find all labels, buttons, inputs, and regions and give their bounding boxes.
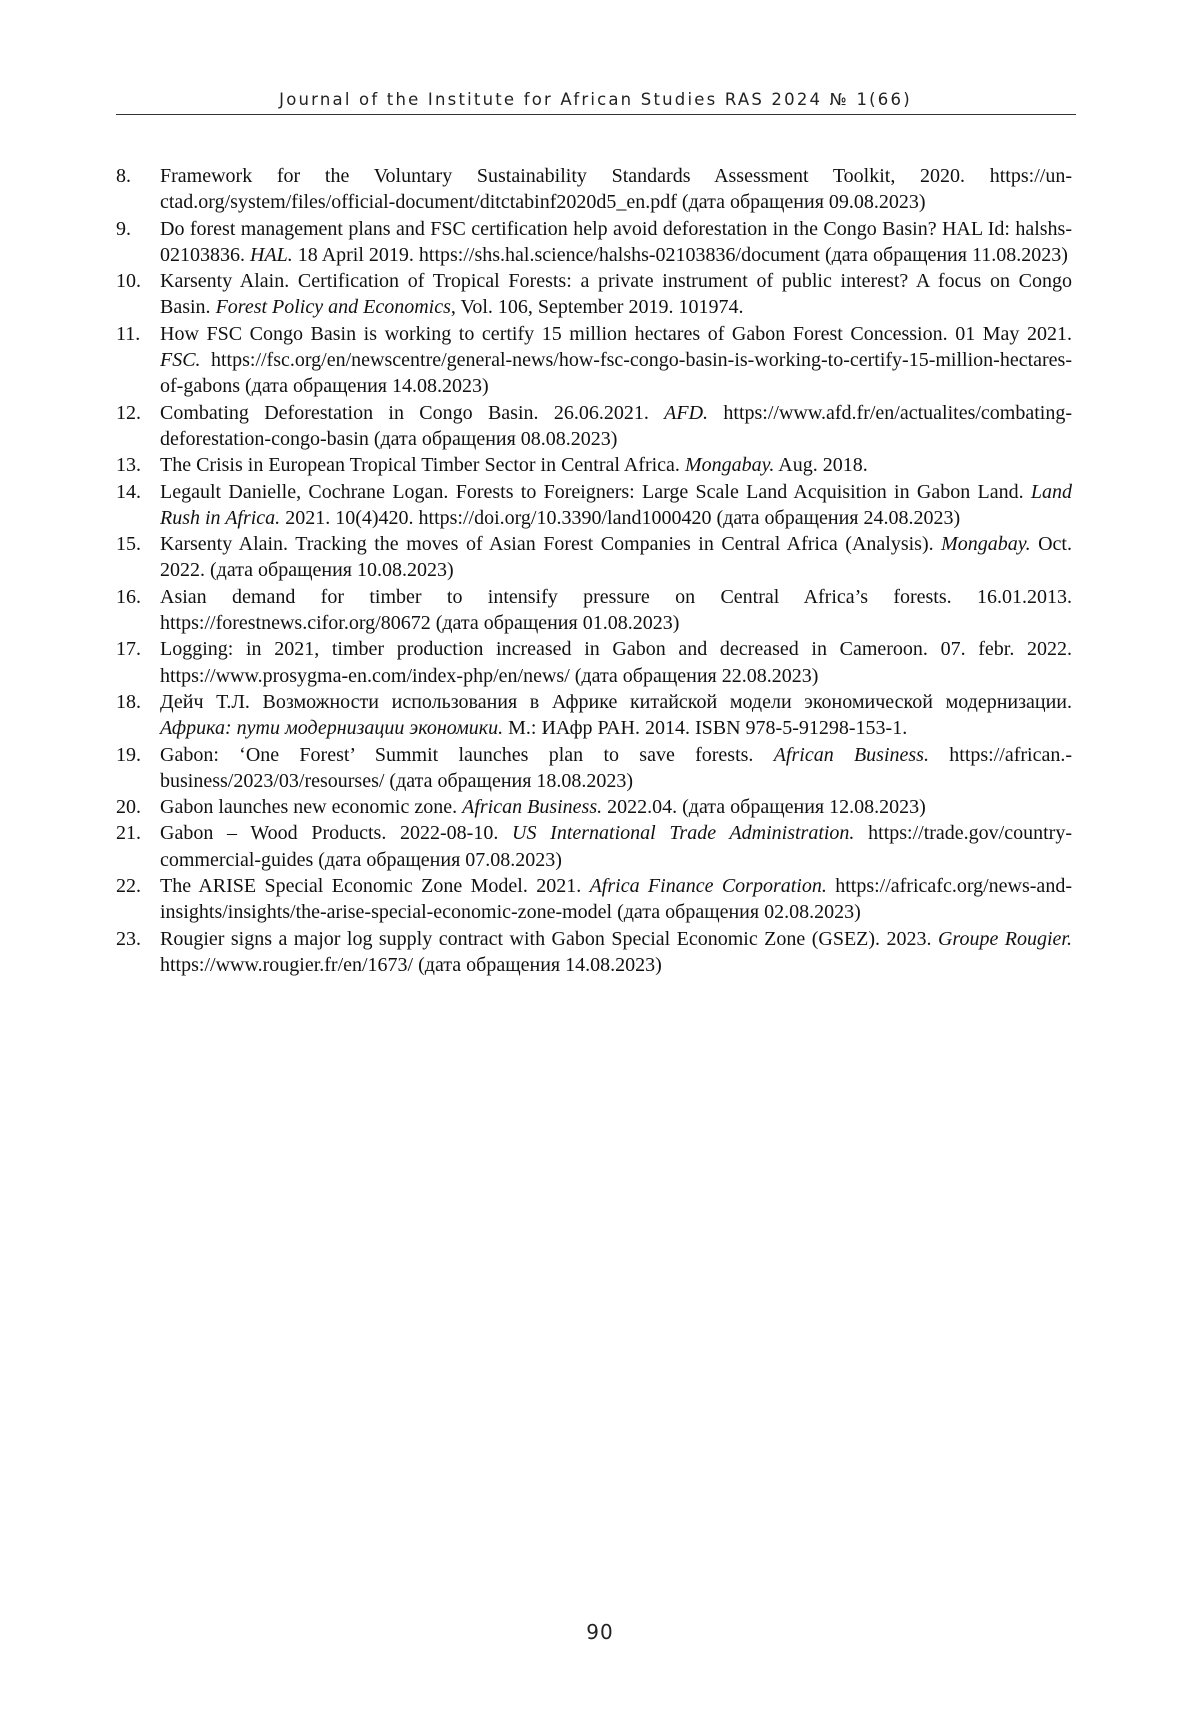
reference-source-title: Land Rush in Africa.: [160, 481, 1072, 529]
reference-source-title: Forest Policy and Economics: [216, 296, 451, 318]
reference-text-segment: Дейч Т.Л. Возможности использования в Африке китайской модели экономической модер­низации.: [160, 691, 1072, 713]
reference-text-segment: , Vol. 106, September 2019. 101974.: [451, 296, 744, 318]
reference-text: [160, 691, 1072, 739]
header-rule: [116, 114, 1076, 115]
reference-item: [116, 742, 1072, 795]
reference-text-segment: М.: ИАфр РАН. 2014. ISBN 978-5-91298-­153-1.: [503, 717, 907, 739]
reference-item: [116, 820, 1072, 873]
reference-text-segment: Gabon – Wood Products. 2022-08-10.: [160, 822, 512, 844]
reference-text-segment: Karsenty Alain. Tracking the moves of Asian Forest Companies in Central Africa (Analysis).: [160, 533, 941, 555]
reference-text: [160, 533, 1072, 581]
reference-text: [160, 218, 1072, 266]
reference-number: 23.: [116, 926, 156, 952]
reference-source-title: FSC.: [160, 349, 201, 371]
reference-number: 8.: [116, 163, 156, 189]
reference-text: [160, 586, 1072, 634]
reference-list: [116, 163, 1072, 978]
reference-item: [116, 400, 1072, 453]
reference-item: [116, 452, 1072, 478]
reference-number: 15.: [116, 531, 156, 557]
reference-text-segment: https://www.afd.fr/en/actuali­tes/combating-deforestation-congo-basin (дата обращения 08.08.2023): [160, 402, 1072, 450]
reference-text: [160, 744, 1072, 792]
reference-source-title: African Business.: [774, 744, 929, 766]
reference-text-segment: https://africafc.­org/news-and-insights/insights/the-arise-special-economic-zone-model (дата обращения 02.08.­2023): [160, 875, 1072, 923]
reference-text-segment: Do forest management plans and FSC certification help avoid deforestation in the Congo Basin? HAL Id: halshs-02103836.: [160, 218, 1072, 266]
reference-item: [116, 584, 1072, 637]
reference-number: 9.: [116, 216, 156, 242]
reference-text-segment: https://www.rougier.fr/en/1673/ (дата обращения 14.08.2023): [160, 954, 662, 976]
reference-item: [116, 689, 1072, 742]
page-number: 90: [0, 1618, 1200, 1646]
reference-text-segment: The Crisis in European Tropical Timber Sector in Central Africa.: [160, 454, 685, 476]
reference-text: [160, 928, 1072, 976]
reference-number: 20.: [116, 794, 156, 820]
reference-number: 12.: [116, 400, 156, 426]
reference-number: 16.: [116, 584, 156, 610]
reference-text-segment: Karsenty Alain. Certification of Tropical Forests: a private instrument of public interest? A focus on Congo Basin.: [160, 270, 1072, 318]
reference-text: [160, 402, 1072, 450]
reference-text-segment: https://african.­business/2023/03/resourses/ (дата обращения 18.08.2023): [160, 744, 1072, 792]
reference-source-title: Africa Finance Corporation.: [590, 875, 827, 897]
reference-item: [116, 268, 1072, 321]
reference-source-title: African Business.: [462, 796, 602, 818]
reference-text-segment: Gabon launches new economic zone.: [160, 796, 462, 818]
reference-item: [116, 163, 1072, 216]
reference-text: [160, 638, 1072, 686]
reference-item: [116, 873, 1072, 926]
reference-text: [160, 796, 926, 818]
reference-number: 11.: [116, 321, 156, 347]
reference-text-segment: Logging: in 2021, timber production increased in Gabon and decreased in Cameroon. 07. febr. 2022. https://www.prosygma-en.com/index-php/en/news/ (дата обращения 22.08.2023): [160, 638, 1072, 686]
reference-text: [160, 165, 1072, 213]
reference-text-segment: 18 April 2019. https://shs.hal.science/halshs-02103836/docu­ment (дата обращения 11.08.2023): [293, 244, 1068, 266]
reference-number: 13.: [116, 452, 156, 478]
reference-text-segment: Aug. 2018.: [774, 454, 867, 476]
reference-source-title: AFD.: [664, 402, 708, 424]
reference-number: 10.: [116, 268, 156, 294]
reference-text-segment: https://trade.gov/­country-commercial-guides (дата обращения 07.08.2023): [160, 822, 1072, 870]
reference-text-segment: 2021. 10(4)420. https://doi.org/10.3390/land1000420 (дата обраще­ния 24.08.2023): [280, 507, 960, 529]
reference-text-segment: Gabon: ‘One Forest’ Summit launches plan to save forests.: [160, 744, 774, 766]
reference-text-segment: The ARISE Special Economic Zone Model. 2021.: [160, 875, 590, 897]
reference-item: [116, 794, 1072, 820]
reference-number: 21.: [116, 820, 156, 846]
running-header: Journal of the Institute for African Studies RAS 2024 № 1(66): [116, 86, 1075, 114]
reference-text-segment: Oct. 2022. (дата обращения 10.08.2023): [160, 533, 1072, 581]
reference-item: [116, 321, 1072, 400]
reference-text-segment: How FSC Congo Basin is working to certify 15 million hectares of Gabon Forest Concession. 01 May 2021.: [160, 323, 1072, 345]
reference-text: [160, 481, 1072, 529]
reference-number: 14.: [116, 479, 156, 505]
reference-number: 17.: [116, 636, 156, 662]
reference-text-segment: 2022.04. (дата обращения 12.08.2023): [602, 796, 926, 818]
reference-item: [116, 636, 1072, 689]
reference-number: 18.: [116, 689, 156, 715]
reference-number: 22.: [116, 873, 156, 899]
reference-text-segment: Combating Deforestation in Congo Basin. 26.06.2021.: [160, 402, 664, 424]
reference-source-title: Африка: пути модернизации экономики.: [160, 717, 503, 739]
reference-item: [116, 479, 1072, 532]
reference-text: [160, 822, 1072, 870]
reference-number: 19.: [116, 742, 156, 768]
reference-text-segment: Rougier signs a major log supply contract with Gabon Special Economic Zone (GSEZ). 2023.: [160, 928, 938, 950]
reference-text-segment: Legault Danielle, Cochrane Logan. Forests to Foreigners: Large Scale Land Acquisition in Gabon Land.: [160, 481, 1031, 503]
reference-text-segment: Asian demand for timber to intensify pressure on Central Africa’s forests. 16.01.2013. https://forestnews.cifor.org/80672 (дата обращения 01.08.2023): [160, 586, 1072, 634]
reference-text: [160, 875, 1072, 923]
reference-text: [160, 454, 868, 476]
reference-text-segment: Framework for the Voluntary Sustainability Standards Assessment Toolkit, 2020. https://un­ctad.org/system/files/official-document/ditctabinf2020d5_en.pdf (дата обращения 09.08.2023): [160, 165, 1072, 213]
reference-item: [116, 926, 1072, 979]
reference-text: [160, 270, 1072, 318]
reference-source-title: HAL.: [250, 244, 293, 266]
reference-item: [116, 531, 1072, 584]
reference-source-title: Mongabay.: [685, 454, 774, 476]
reference-source-title: Groupe Rougier.: [938, 928, 1072, 950]
reference-source-title: US International Trade Administration.: [512, 822, 854, 844]
reference-text: [160, 323, 1072, 398]
reference-source-title: Mongabay.: [941, 533, 1030, 555]
reference-text-segment: https://fsc.org/en/newscentre/general-news/how-fsc-congo-basin-is-working-to-­certify-15-million-hectares-of-gabons (дата обращения 14.08.2023): [160, 349, 1072, 397]
reference-item: [116, 216, 1072, 269]
